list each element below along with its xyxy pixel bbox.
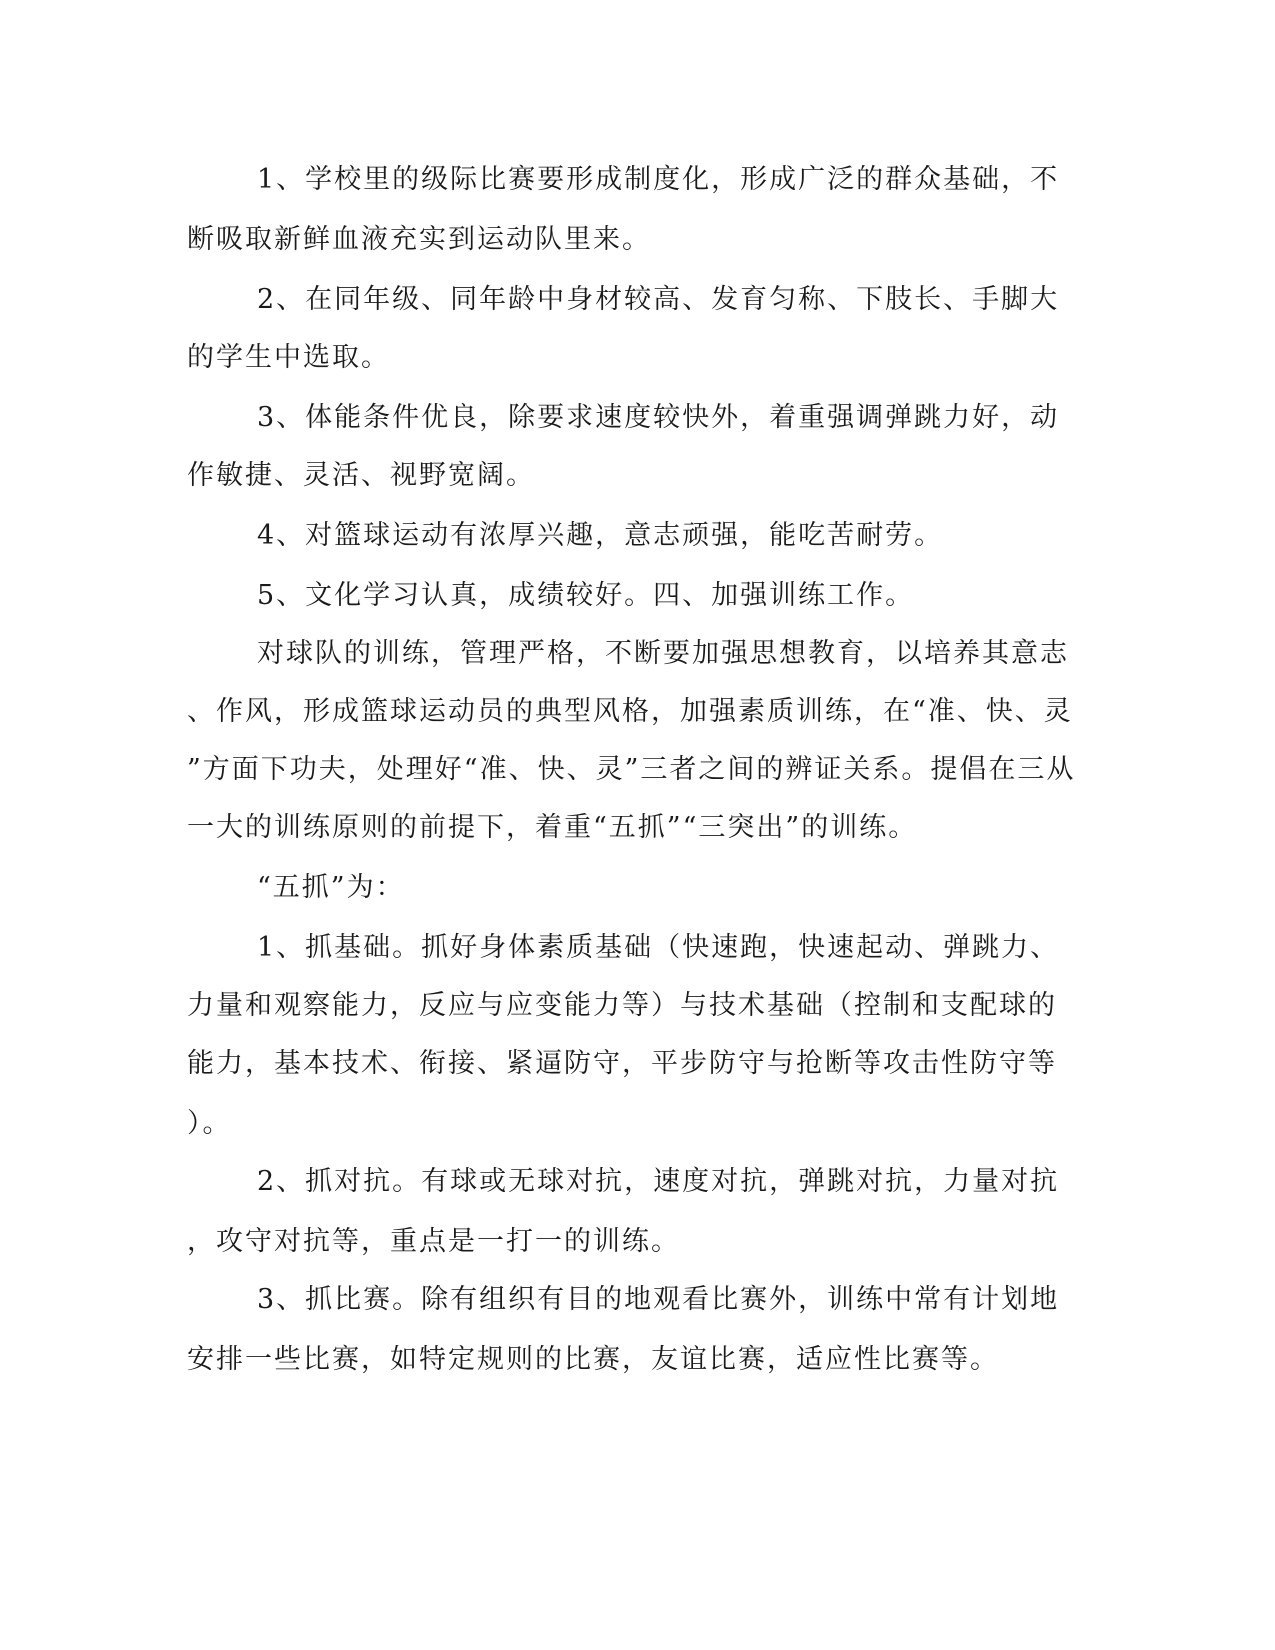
text-line: ”方面下功夫，处理好“准、快、灵”三者之间的辨证关系。提倡在三从 [187,754,1076,785]
text-line: “五抓”为： [257,872,405,903]
text-line: 一大的训练原则的前提下，着重“五抓”“三突出”的训练。 [187,812,918,843]
text-line: 2、在同年级、同年龄中身材较高、发育匀称、下肢长、手脚大 [257,284,1060,315]
text-line: 断吸取新鲜血液充实到运动队里来。 [187,224,651,255]
text-line: 、作风，形成篮球运动员的典型风格，加强素质训练，在“准、快、灵 [187,696,1073,727]
text-line: 力量和观察能力，反应与应变能力等）与技术基础（控制和支配球的 [187,990,1057,1021]
text-line: ，攻守对抗等，重点是一打一的训练。 [187,1226,680,1257]
text-line: 5、文化学习认真，成绩较好。四、加强训练工作。 [257,580,915,611]
text-line: 1、学校里的级际比赛要形成制度化，形成广泛的群众基础，不 [257,164,1060,195]
text-line: 作敏捷、灵活、视野宽阔。 [187,460,535,491]
text-line: 安排一些比赛，如特定规则的比赛，友谊比赛，适应性比赛等。 [187,1344,999,1375]
text-line: 3、抓比赛。除有组织有目的地观看比赛外，训练中常有计划地 [257,1284,1060,1315]
text-line: 能力，基本技术、衔接、紧逼防守，平步防守与抢断等攻击性防守等 [187,1048,1057,1079]
text-line: 对球队的训练，管理严格，不断要加强思想教育，以培养其意志 [257,638,1069,669]
text-line: 的学生中选取。 [187,342,390,373]
text-line: 3、体能条件优良，除要求速度较快外，着重强调弹跳力好，动 [257,402,1060,433]
text-line: 4、对篮球运动有浓厚兴趣，意志顽强，能吃苦耐劳。 [257,520,944,551]
text-line: 2、抓对抗。有球或无球对抗，速度对抗，弹跳对抗，力量对抗 [257,1166,1060,1197]
text-line: 1、抓基础。抓好身体素质基础（快速跑，快速起动、弹跳力、 [257,932,1060,963]
text-line: ）。 [187,1108,232,1139]
